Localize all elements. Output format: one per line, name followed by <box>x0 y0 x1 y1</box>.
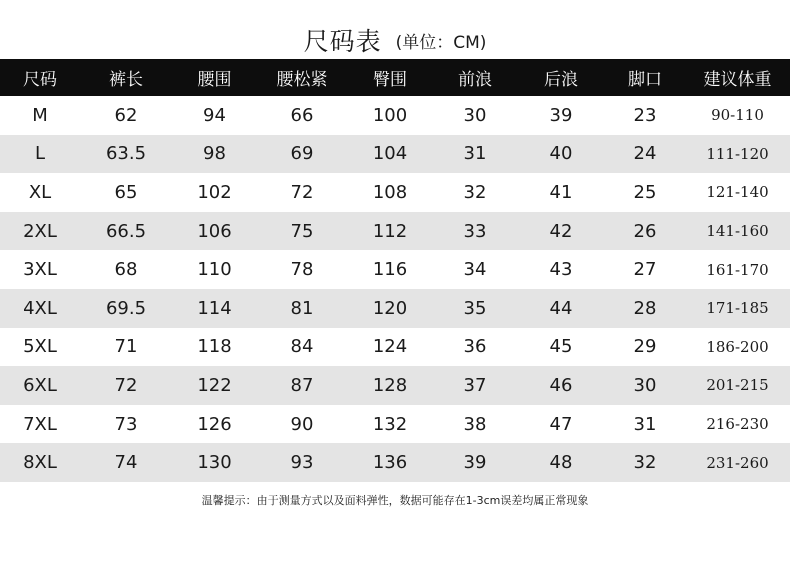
cell-front-rise: 39 <box>463 452 487 474</box>
cell-leg-opening: 23 <box>633 104 657 126</box>
cell-leg-opening: 28 <box>633 297 657 319</box>
cell-weight: 141-160 <box>706 222 769 241</box>
cell-size: 4XL <box>23 297 57 319</box>
cell-front-rise: 37 <box>463 374 487 396</box>
title-unit: (单位：CM) <box>395 32 487 53</box>
cell-length: 66.5 <box>105 220 147 242</box>
header-front-rise: 前浪 <box>458 70 492 90</box>
cell-hip: 104 <box>372 143 408 165</box>
table-row <box>0 366 790 405</box>
cell-size: XL <box>28 181 52 203</box>
cell-waist: 130 <box>197 452 232 474</box>
cell-hip: 108 <box>372 181 408 203</box>
cell-size: 8XL <box>23 452 57 474</box>
cell-size: 3XL <box>23 259 57 281</box>
header-leg-opening: 脚口 <box>628 70 662 90</box>
cell-waist-relaxed: 75 <box>290 220 314 242</box>
cell-back-rise: 48 <box>549 452 573 474</box>
cell-weight: 171-185 <box>706 299 769 318</box>
cell-weight: 186-200 <box>706 337 769 356</box>
table-row <box>0 443 790 482</box>
cell-size: 6XL <box>23 374 57 396</box>
header-waist: 腰围 <box>197 70 232 90</box>
cell-front-rise: 33 <box>463 220 487 242</box>
cell-leg-opening: 24 <box>633 143 657 165</box>
table-header <box>0 59 790 96</box>
cell-weight: 161-170 <box>706 260 769 279</box>
page-title <box>0 22 790 58</box>
cell-size: L <box>34 143 46 165</box>
cell-weight: 121-140 <box>706 183 769 202</box>
table-row <box>0 328 790 367</box>
cell-front-rise: 31 <box>463 143 487 165</box>
cell-size: 5XL <box>23 336 57 358</box>
cell-hip: 120 <box>372 297 408 319</box>
cell-leg-opening: 29 <box>633 336 657 358</box>
cell-length: 65 <box>114 181 138 203</box>
cell-waist-relaxed: 84 <box>290 336 314 358</box>
cell-waist-relaxed: 81 <box>290 297 314 319</box>
cell-waist: 98 <box>203 143 226 165</box>
cell-back-rise: 44 <box>549 297 573 319</box>
cell-length: 72 <box>114 374 138 396</box>
cell-waist-relaxed: 78 <box>290 259 314 281</box>
cell-weight: 201-215 <box>706 376 769 395</box>
cell-leg-opening: 32 <box>633 452 657 474</box>
cell-leg-opening: 31 <box>633 413 657 435</box>
cell-front-rise: 36 <box>463 336 487 358</box>
title-main: 尺码表 <box>303 27 382 56</box>
cell-waist: 102 <box>197 181 232 203</box>
header-back-rise: 后浪 <box>544 70 578 90</box>
cell-back-rise: 42 <box>549 220 573 242</box>
table-row <box>0 135 790 174</box>
cell-size: M <box>32 104 48 126</box>
cell-waist: 94 <box>203 104 226 126</box>
header-size: 尺码 <box>23 70 57 90</box>
cell-length: 74 <box>114 452 138 474</box>
cell-waist: 122 <box>197 374 232 396</box>
cell-back-rise: 46 <box>549 374 573 396</box>
cell-front-rise: 34 <box>463 259 487 281</box>
cell-leg-opening: 27 <box>633 259 657 281</box>
footnote: 温馨提示：由于测量方式以及面料弹性，数据可能存在1-3cm误差均属正常现象 <box>201 494 589 507</box>
table-row <box>0 173 790 212</box>
cell-waist: 106 <box>197 220 232 242</box>
table-row <box>0 289 790 328</box>
cell-length: 68 <box>114 259 138 281</box>
cell-leg-opening: 25 <box>633 181 657 203</box>
header-hip: 臀围 <box>373 70 407 90</box>
cell-waist: 110 <box>197 259 232 281</box>
cell-length: 62 <box>114 104 138 126</box>
cell-hip: 132 <box>372 413 408 435</box>
cell-hip: 116 <box>372 259 408 281</box>
header-length: 裤长 <box>109 70 143 90</box>
cell-waist-relaxed: 90 <box>290 413 314 435</box>
cell-weight: 90-110 <box>711 106 764 125</box>
cell-length: 63.5 <box>105 143 147 165</box>
table-row <box>0 405 790 444</box>
cell-front-rise: 30 <box>463 104 487 126</box>
cell-leg-opening: 26 <box>633 220 657 242</box>
cell-waist: 126 <box>197 413 232 435</box>
cell-back-rise: 39 <box>549 104 573 126</box>
header-waist-relaxed: 腰松紧 <box>276 70 328 90</box>
table-row <box>0 212 790 251</box>
cell-waist: 118 <box>197 336 232 358</box>
cell-weight: 111-120 <box>706 144 769 163</box>
header-weight: 建议体重 <box>703 70 772 90</box>
cell-waist-relaxed: 87 <box>290 374 314 396</box>
cell-front-rise: 32 <box>463 181 487 203</box>
cell-size: 7XL <box>23 413 57 435</box>
table-row <box>0 250 790 289</box>
cell-hip: 100 <box>372 104 408 126</box>
cell-back-rise: 40 <box>549 143 573 165</box>
cell-weight: 231-260 <box>706 453 769 472</box>
cell-front-rise: 35 <box>463 297 487 319</box>
cell-waist-relaxed: 93 <box>290 452 314 474</box>
cell-waist-relaxed: 69 <box>290 143 314 165</box>
cell-length: 69.5 <box>105 297 147 319</box>
cell-weight: 216-230 <box>706 415 769 434</box>
table-row <box>0 96 790 135</box>
cell-hip: 128 <box>372 374 408 396</box>
cell-front-rise: 38 <box>463 413 487 435</box>
cell-size: 2XL <box>23 220 57 242</box>
cell-back-rise: 47 <box>549 413 573 435</box>
cell-leg-opening: 30 <box>633 374 657 396</box>
cell-waist: 114 <box>197 297 232 319</box>
cell-back-rise: 45 <box>549 336 573 358</box>
cell-length: 71 <box>114 336 138 358</box>
cell-back-rise: 41 <box>549 181 573 203</box>
cell-waist-relaxed: 66 <box>290 104 314 126</box>
size-table <box>0 59 790 482</box>
table-body <box>0 96 790 482</box>
cell-waist-relaxed: 72 <box>290 181 314 203</box>
cell-hip: 136 <box>372 452 408 474</box>
cell-back-rise: 43 <box>549 259 573 281</box>
cell-hip: 124 <box>372 336 408 358</box>
cell-length: 73 <box>114 413 138 435</box>
cell-hip: 112 <box>372 220 408 242</box>
